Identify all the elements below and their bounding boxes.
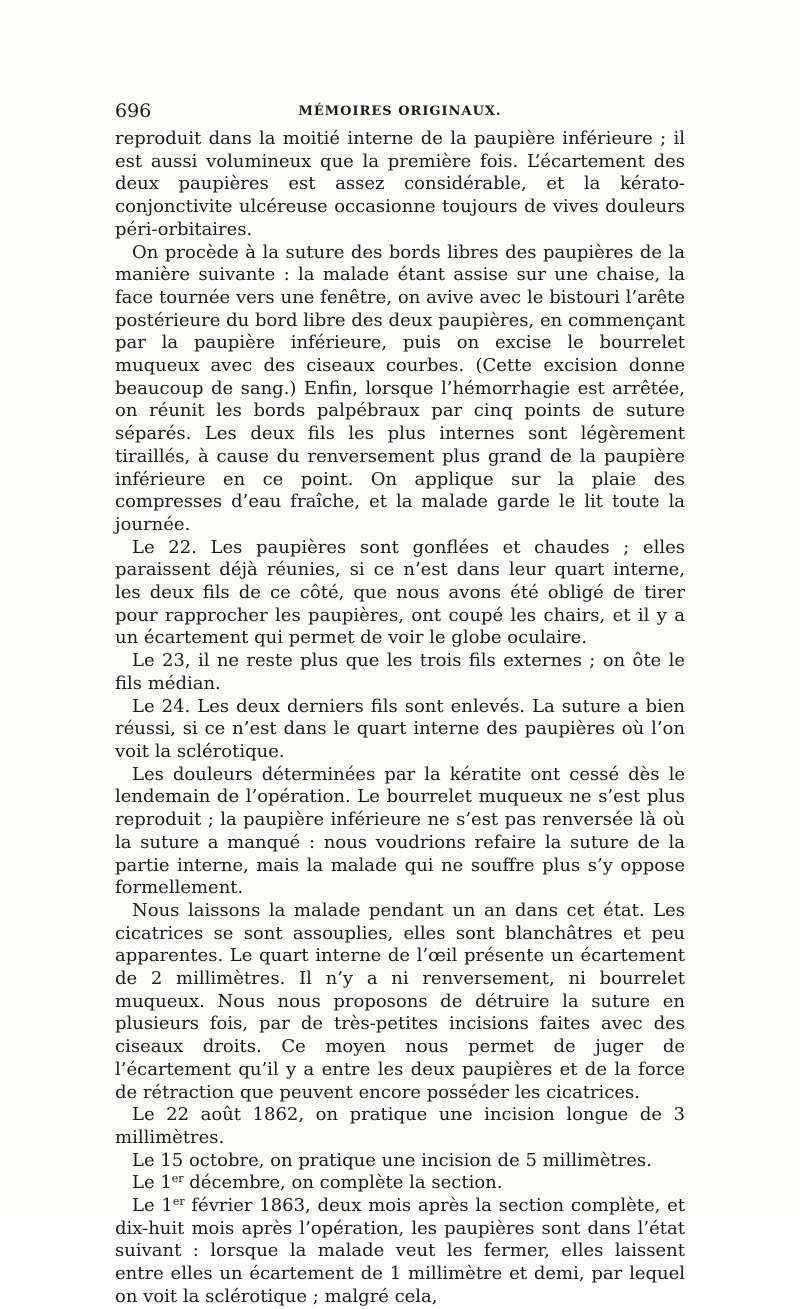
page-header: [115, 99, 685, 125]
page-number: 696: [115, 100, 152, 122]
body-text: [115, 128, 685, 1309]
date-prefix: Le 1: [132, 1172, 172, 1194]
ordinal-superscript: er: [171, 1172, 184, 1186]
date-prefix: Le 1: [132, 1195, 173, 1217]
paragraph-pain-outcome: Les douleurs déterminées par la kératite ont cessé dès le lendemain de l’opération. Le bourrelet muqueux ne s’est plus reproduit ; la paupière inférieure ne s’est pas renversée là où la suture a manqué : nous voudrions refaire la suture de la partie interne, mais la malade qui ne souffre plus s’y oppose formellement.: [115, 763, 685, 899]
paragraph-october-15: Le 15 octobre, on pratique une incision de 5 millimètres.: [132, 1149, 652, 1171]
paragraph-august-1862: Le 22 août 1862, on pratique une incision longue de 3 millimètres.: [115, 1104, 685, 1148]
running-title: MÉMOIRES ORIGINAUX.: [298, 104, 502, 119]
paragraph-february-1863: [115, 1195, 685, 1309]
paragraph-continuation: reproduit dans la moitié interne de la paupière inférieure ; il est aussi volumineux que la première fois. L’écartement des deux paupières est assez considérable, et la kérato-conjonctivite ulcéreuse occasionne toujours de vives douleurs péri-orbitaires.: [115, 128, 685, 240]
date-text: février 1863, deux mois après la section complète, et dix-huit mois après l’opération, les paupières sont dans l’état suivant : lorsque la malade veut les fermer, elles laissent entre elles un écartement de 1 millimètre et demi, par lequel on voit la sclérotique ; malgré cela,: [115, 1195, 686, 1307]
ordinal-superscript: er: [172, 1195, 185, 1209]
paragraph-day-24: Le 24. Les deux derniers fils sont enlevés. La suture a bien réussi, si ce n’est dans le quart interne des paupières où l’on voit la sclérotique.: [115, 695, 685, 762]
paragraph-one-year-later: Nous laissons la malade pendant un an dans cet état. Les cicatrices se sont assouplies, elles sont blanchâtres et peu apparentes. Le quart interne de l’œil présente un écartement de 2 millimètres. Il n’y a ni renversement, ni bourrelet muqueux. Nous nous proposons de détruire la suture en plusieurs fois, par de très-petites incisions faites avec des ciseaux droits. Ce moyen nous permet de juger de l’écartement qu’il y a entre les deux paupières et de la force de rétraction que peuvent encore posséder les cicatrices.: [115, 899, 685, 1103]
paragraph-december-1: [115, 1172, 685, 1195]
paragraph-day-23: Le 23, il ne reste plus que les trois fils externes ; on ôte le fils médian.: [115, 650, 685, 694]
date-text: décembre, on complète la section.: [183, 1172, 503, 1194]
paragraph-suture-procedure: On procède à la suture des bords libres des paupières de la manière suivante : la malade étant assise sur une chaise, la face tournée vers une fenêtre, on avive avec le bistouri l’arête postérieure du bord libre des deux paupières, en commençant par la paupière inférieure, puis on excise le bourrelet muqueux avec des ciseaux courbes. (Cette excision donne beaucoup de sang.) Enfin, lorsque l’hémorrhagie est arrêtée, on réunit les bords palpébraux par cinq points de suture séparés. Les deux fils les plus internes sont légèrement tiraillés, à cause du renversement plus grand de la paupière inférieure en ce point. On applique sur la plaie des compresses d’eau fraîche, et la malade garde le lit toute la journée.: [115, 241, 685, 535]
paragraph-day-22: Le 22. Les paupières sont gonflées et chaudes ; elles paraissent déjà réunies, si ce n’est dans leur quart interne, les deux fils de ce côté, que nous avons été obligé de tirer pour rapprocher les paupières, ont coupé les chairs, et il y a un écartement qui permet de voir le globe oculaire.: [115, 536, 685, 649]
